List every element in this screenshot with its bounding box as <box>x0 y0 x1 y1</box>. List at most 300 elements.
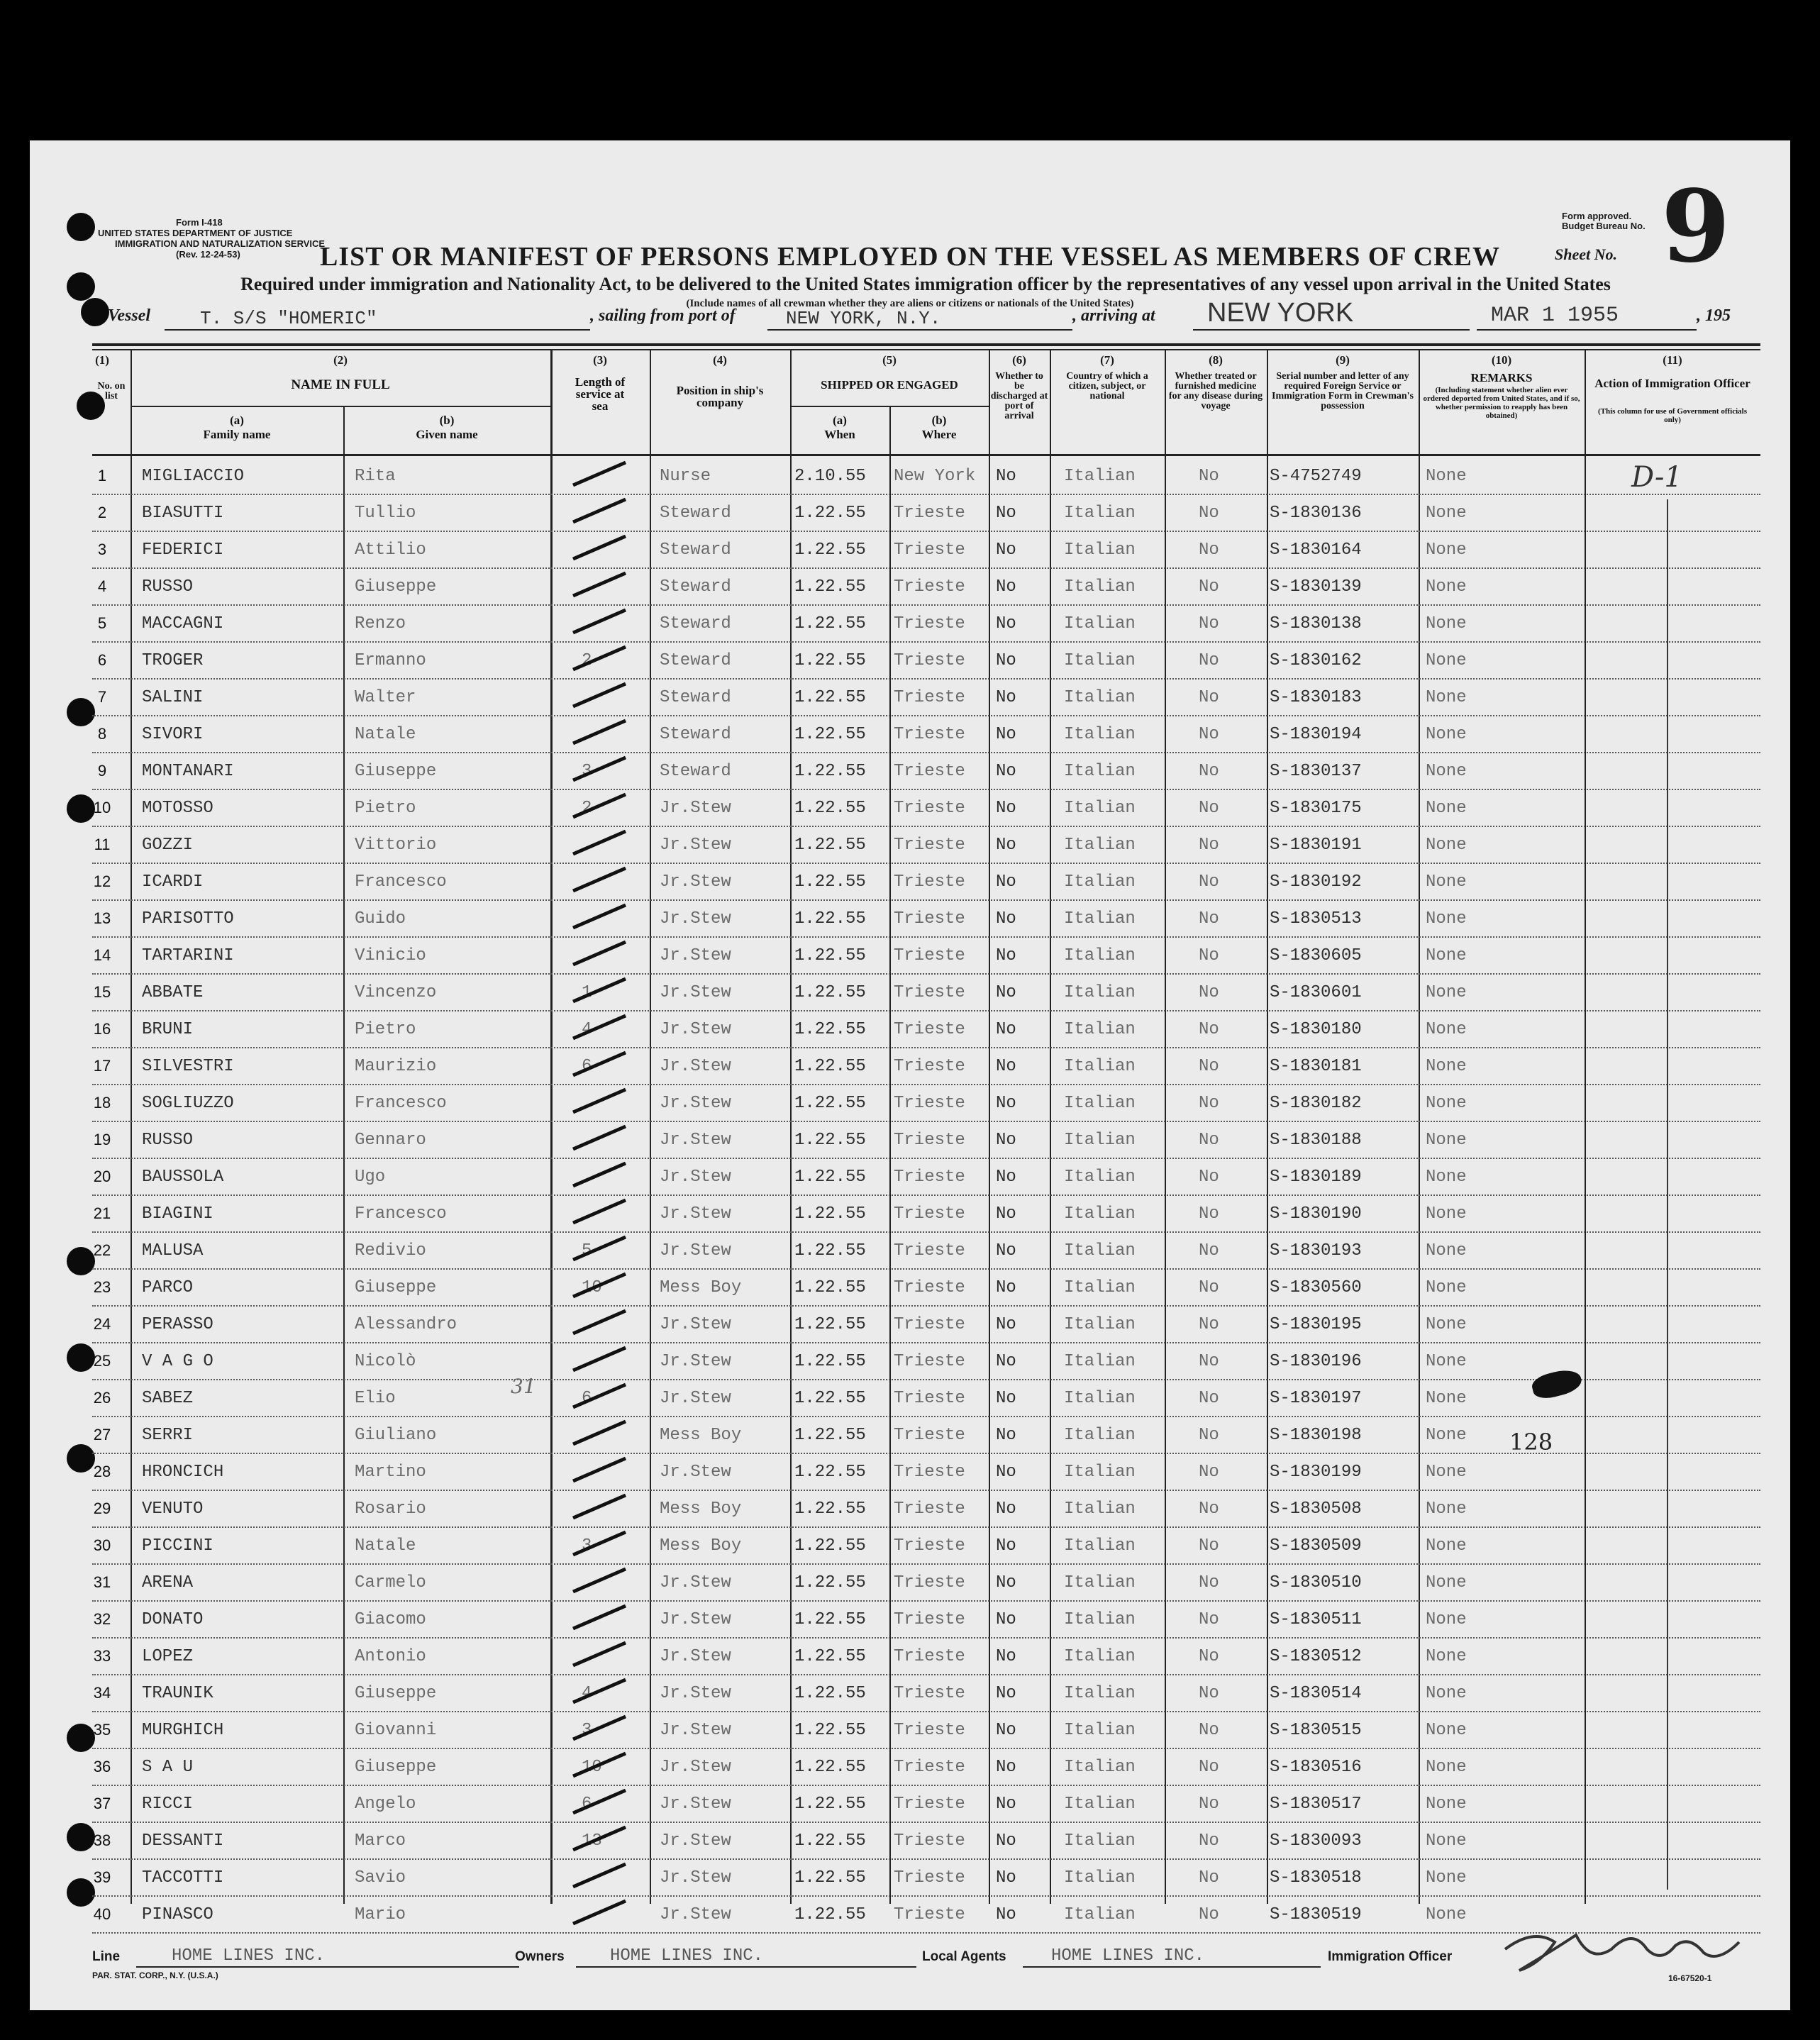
treated: No <box>1199 651 1219 670</box>
family-name: SERRI <box>142 1426 194 1445</box>
arriving-port: NEW YORK <box>1207 298 1354 328</box>
remarks: None <box>1426 1573 1467 1592</box>
header-treated: Whether treated or furnished medicine for any disease during voyage <box>1168 371 1263 411</box>
family-name: MIGLIACCIO <box>142 467 245 486</box>
given-name: Mario <box>355 1905 406 1924</box>
family-name: PICCINI <box>142 1536 213 1556</box>
check-mark-icon <box>567 1526 631 1561</box>
treated: No <box>1199 1795 1219 1814</box>
row-number: 21 <box>93 1204 111 1222</box>
given-name: Alessandro <box>355 1315 457 1334</box>
table-row <box>92 1379 1760 1417</box>
discharged: No <box>996 1094 1016 1113</box>
table-row <box>92 826 1760 864</box>
position: Jr.Stew <box>660 1131 731 1150</box>
table-row <box>92 715 1760 753</box>
shipped-where: Trieste <box>894 614 965 633</box>
remarks: None <box>1426 946 1467 965</box>
remarks: None <box>1426 1610 1467 1629</box>
remarks: None <box>1426 1684 1467 1703</box>
treated: No <box>1199 1426 1219 1445</box>
family-name: HRONCICH <box>142 1463 224 1482</box>
check-mark-icon <box>567 1084 631 1118</box>
shipped-where: Trieste <box>894 799 965 818</box>
treated: No <box>1199 1831 1219 1851</box>
treated: No <box>1199 1647 1219 1666</box>
position: Jr.Stew <box>660 1647 731 1666</box>
position: Steward <box>660 577 731 597</box>
family-name: MURGHICH <box>142 1721 224 1740</box>
discharged: No <box>996 1389 1016 1408</box>
shipped-where: Trieste <box>894 1647 965 1666</box>
discharged: No <box>996 762 1016 781</box>
table-row <box>92 1047 1760 1085</box>
serial-number: S-1830510 <box>1270 1573 1362 1592</box>
serial-number: S-1830511 <box>1270 1610 1362 1629</box>
family-name: BIASUTTI <box>142 504 224 523</box>
discharged: No <box>996 651 1016 670</box>
length-of-service: 3 <box>582 1721 592 1740</box>
check-mark-icon <box>567 826 631 860</box>
given-name: Francesco <box>355 872 447 892</box>
table-row <box>92 1010 1760 1048</box>
col-9-number: (9) <box>1336 353 1350 367</box>
discharged: No <box>996 836 1016 855</box>
length-of-service: 3 <box>582 1536 592 1556</box>
table-row <box>92 789 1760 827</box>
crew-table <box>92 343 1760 1925</box>
family-name: VENUTO <box>142 1499 204 1519</box>
length-of-service: 1 <box>582 983 592 1002</box>
treated: No <box>1199 1204 1219 1224</box>
row-number: 34 <box>93 1684 111 1702</box>
remarks: None <box>1426 504 1467 523</box>
col-5-number: (5) <box>882 353 897 367</box>
row-number: 36 <box>93 1758 111 1775</box>
shipped-where: Trieste <box>894 651 965 670</box>
treated: No <box>1199 799 1219 818</box>
treated: No <box>1199 1721 1219 1740</box>
country: Italian <box>1064 725 1136 744</box>
check-mark-icon <box>567 715 631 749</box>
table-row <box>92 1158 1760 1196</box>
remarks: None <box>1426 1463 1467 1482</box>
remarks: None <box>1426 1168 1467 1187</box>
shipped-where: Trieste <box>894 1868 965 1887</box>
country: Italian <box>1064 688 1136 707</box>
check-mark-icon <box>567 1194 631 1229</box>
shipped-when: 1.22.55 <box>794 1131 866 1150</box>
check-mark-icon <box>567 1047 631 1081</box>
table-row <box>92 752 1760 790</box>
table-row <box>92 1194 1760 1233</box>
treated: No <box>1199 1057 1219 1076</box>
shipped-when: 1.22.55 <box>794 1426 866 1445</box>
shipped-where: Trieste <box>894 1057 965 1076</box>
row-number: 33 <box>93 1647 111 1665</box>
discharged: No <box>996 1426 1016 1445</box>
length-of-service: 6 <box>582 1795 592 1814</box>
discharged: No <box>996 1352 1016 1371</box>
row-number: 5 <box>97 614 107 632</box>
position: Jr.Stew <box>660 1573 731 1592</box>
country: Italian <box>1064 1831 1136 1851</box>
given-name: Vittorio <box>355 836 437 855</box>
check-mark-icon <box>567 1822 631 1856</box>
row-number: 24 <box>93 1315 111 1333</box>
check-mark-icon <box>567 899 631 933</box>
remarks: None <box>1426 1831 1467 1851</box>
treated: No <box>1199 1463 1219 1482</box>
remarks: None <box>1426 1647 1467 1666</box>
serial-number: S-1830137 <box>1270 762 1362 781</box>
position: Steward <box>660 614 731 633</box>
country: Italian <box>1064 1057 1136 1076</box>
shipped-when: 1.22.55 <box>794 541 866 560</box>
table-row <box>92 641 1760 680</box>
check-mark-icon <box>567 457 631 491</box>
shipped-when: 1.22.55 <box>794 1610 866 1629</box>
header-length-of-service: Length of service at sea <box>575 375 626 413</box>
treated: No <box>1199 1131 1219 1150</box>
shipped-where: Trieste <box>894 1352 965 1371</box>
family-name: MOTOSSO <box>142 799 213 818</box>
row-number: 10 <box>93 799 111 816</box>
given-name: Savio <box>355 1868 406 1887</box>
approved-text: Form approved. <box>1562 211 1632 221</box>
length-of-service: 10 <box>582 1278 602 1297</box>
serial-number: S-1830517 <box>1270 1795 1362 1814</box>
given-name: Giuliano <box>355 1426 437 1445</box>
table-row <box>92 1231 1760 1270</box>
include-note: (Include names of all crewman whether they are aliens or citizens or nationals of the United States) <box>686 298 1134 309</box>
position: Mess Boy <box>660 1499 742 1519</box>
serial-number: S-1830199 <box>1270 1463 1362 1482</box>
given-name: Maurizio <box>355 1057 437 1076</box>
shipped-where: Trieste <box>894 1610 965 1629</box>
country: Italian <box>1064 1389 1136 1408</box>
family-name: FEDERICI <box>142 541 224 560</box>
treated: No <box>1199 614 1219 633</box>
given-name: Guido <box>355 909 406 928</box>
shipped-when: 1.22.55 <box>794 799 866 818</box>
remarks: None <box>1426 799 1467 818</box>
row-number: 7 <box>97 688 107 706</box>
shipped-where: Trieste <box>894 1831 965 1851</box>
position: Jr.Stew <box>660 1463 731 1482</box>
remarks: None <box>1426 836 1467 855</box>
shipped-where: Trieste <box>894 1389 965 1408</box>
discharged: No <box>996 504 1016 523</box>
shipped-when: 2.10.55 <box>794 467 866 486</box>
country: Italian <box>1064 1758 1136 1777</box>
shipped-when: 1.22.55 <box>794 1795 866 1814</box>
position: Jr.Stew <box>660 872 731 892</box>
given-name: Vinicio <box>355 946 426 965</box>
given-name: Marco <box>355 1831 406 1851</box>
table-row <box>92 1305 1760 1343</box>
check-mark-icon <box>567 1711 631 1745</box>
discharged: No <box>996 1868 1016 1887</box>
treated: No <box>1199 1352 1219 1371</box>
shipped-where: Trieste <box>894 1204 965 1224</box>
serial-number: S-1830601 <box>1270 983 1362 1002</box>
treated: No <box>1199 946 1219 965</box>
agents-label: Local Agents <box>922 1949 1006 1964</box>
shipped-when: 1.22.55 <box>794 909 866 928</box>
shipped-where: Trieste <box>894 946 965 965</box>
discharged: No <box>996 1278 1016 1297</box>
position: Jr.Stew <box>660 1721 731 1740</box>
margin-note: 31 <box>511 1375 536 1398</box>
position: Jr.Stew <box>660 1241 731 1260</box>
col-6-number: (6) <box>1012 353 1026 367</box>
country: Italian <box>1064 836 1136 855</box>
treated: No <box>1199 836 1219 855</box>
owners-label: Owners <box>515 1949 565 1964</box>
discharged: No <box>996 467 1016 486</box>
remarks: None <box>1426 614 1467 633</box>
check-mark-icon <box>567 1858 631 1892</box>
family-name: GOZZI <box>142 836 194 855</box>
table-row <box>92 604 1760 643</box>
given-name: Martino <box>355 1463 426 1482</box>
family-name: RUSSO <box>142 1131 194 1150</box>
check-mark-icon <box>567 789 631 823</box>
family-name: DESSANTI <box>142 1831 224 1851</box>
position: Jr.Stew <box>660 799 731 818</box>
row-number: 25 <box>93 1352 111 1370</box>
given-name: Elio <box>355 1389 396 1408</box>
shipped-when: 1.22.55 <box>794 504 866 523</box>
family-name: BIAGINI <box>142 1204 213 1224</box>
check-mark-icon <box>567 1121 631 1155</box>
treated: No <box>1199 1610 1219 1629</box>
serial-number: S-1830194 <box>1270 725 1362 744</box>
serial-number: S-1830196 <box>1270 1352 1362 1371</box>
discharged: No <box>996 946 1016 965</box>
shipped-where: Trieste <box>894 688 965 707</box>
family-name: TACCOTTI <box>142 1868 224 1887</box>
remarks: None <box>1426 983 1467 1002</box>
header-where: Where <box>921 428 957 441</box>
serial-number: S-1830514 <box>1270 1684 1362 1703</box>
country: Italian <box>1064 1278 1136 1297</box>
serial-number: S-1830193 <box>1270 1241 1362 1260</box>
remarks: None <box>1426 1131 1467 1150</box>
line-value: HOME LINES INC. <box>172 1946 326 1966</box>
shipped-when: 1.22.55 <box>794 1831 866 1851</box>
length-of-service: 3 <box>582 762 592 781</box>
shipped-where: Trieste <box>894 1131 965 1150</box>
check-mark-icon <box>567 1600 631 1634</box>
country: Italian <box>1064 1241 1136 1260</box>
country: Italian <box>1064 467 1136 486</box>
family-name: S A U <box>142 1758 194 1777</box>
serial-number: S-4752749 <box>1270 467 1362 486</box>
discharged: No <box>996 1168 1016 1187</box>
remarks: None <box>1426 577 1467 597</box>
row-number: 15 <box>93 983 111 1001</box>
shipped-where: Trieste <box>894 983 965 1002</box>
treated: No <box>1199 762 1219 781</box>
header-country: Country of which a citizen, subject, or national <box>1066 371 1148 401</box>
shipped-where: Trieste <box>894 909 965 928</box>
shipped-when: 1.22.55 <box>794 1573 866 1592</box>
position: Steward <box>660 688 731 707</box>
shipped-when: 1.22.55 <box>794 725 866 744</box>
given-name: Giuseppe <box>355 1758 437 1777</box>
given-name: Ermanno <box>355 651 426 670</box>
given-name: Gennaro <box>355 1131 426 1150</box>
discharged: No <box>996 1684 1016 1703</box>
shipped-where: Trieste <box>894 1758 965 1777</box>
shipped-when: 1.22.55 <box>794 1758 866 1777</box>
shipped-where: Trieste <box>894 1315 965 1334</box>
given-name: Francesco <box>355 1094 447 1113</box>
row-number: 6 <box>97 651 107 669</box>
family-name: DONATO <box>142 1610 204 1629</box>
treated: No <box>1199 1868 1219 1887</box>
shipped-when: 1.22.55 <box>794 1868 866 1887</box>
shipped-when: 1.22.55 <box>794 1204 866 1224</box>
serial-number: S-1830192 <box>1270 872 1362 892</box>
given-name: Giuseppe <box>355 762 437 781</box>
header-shipped-or-engaged: SHIPPED OR ENGAGED <box>821 378 958 392</box>
length-of-service: 10 <box>582 1758 602 1777</box>
given-name: Natale <box>355 725 416 744</box>
remarks: None <box>1426 1020 1467 1039</box>
table-row <box>92 1748 1760 1786</box>
remarks: None <box>1426 1868 1467 1887</box>
shipped-when: 1.22.55 <box>794 1315 866 1334</box>
check-mark-icon <box>567 604 631 638</box>
serial-number: S-1830190 <box>1270 1204 1362 1224</box>
remarks: None <box>1426 1795 1467 1814</box>
family-name: TROGER <box>142 651 204 670</box>
officer-signature <box>1491 1921 1760 1978</box>
remarks: None <box>1426 1758 1467 1777</box>
check-mark-icon <box>567 1010 631 1044</box>
length-of-service: 2 <box>582 651 592 670</box>
given-name: Attilio <box>355 541 426 560</box>
remarks: None <box>1426 1389 1467 1408</box>
position: Jr.Stew <box>660 836 731 855</box>
country: Italian <box>1064 1020 1136 1039</box>
given-name: Nicolò <box>355 1352 416 1371</box>
treated: No <box>1199 872 1219 892</box>
family-name: MALUSA <box>142 1241 204 1260</box>
position: Jr.Stew <box>660 1389 731 1408</box>
country: Italian <box>1064 1094 1136 1113</box>
shipped-where: Trieste <box>894 1463 965 1482</box>
table-row <box>92 1674 1760 1712</box>
country: Italian <box>1064 1868 1136 1887</box>
position: Jr.Stew <box>660 946 731 965</box>
discharged: No <box>996 1573 1016 1592</box>
row-number: 1 <box>97 467 107 484</box>
discharged: No <box>996 909 1016 928</box>
shipped-where: Trieste <box>894 1241 965 1260</box>
country: Italian <box>1064 872 1136 892</box>
serial-number: S-1830513 <box>1270 909 1362 928</box>
position: Jr.Stew <box>660 1795 731 1814</box>
shipped-where: Trieste <box>894 1020 965 1039</box>
shipped-when: 1.22.55 <box>794 1499 866 1519</box>
shipped-when: 1.22.55 <box>794 1020 866 1039</box>
col-4-number: (4) <box>713 353 727 367</box>
position: Jr.Stew <box>660 909 731 928</box>
remarks: None <box>1426 1426 1467 1445</box>
header-2b-letter: (b) <box>439 414 455 427</box>
table-row <box>92 567 1760 606</box>
header-discharged: Whether to be discharged at port of arrival <box>990 371 1048 421</box>
vessel-name: T. S/S "HOMERIC" <box>200 308 377 329</box>
given-name: Natale <box>355 1536 416 1556</box>
header-remarks-note: (Including statement whether alien ever ordered deported from United States, and if so, whether permission to reapply has been obtained) <box>1423 386 1580 420</box>
given-name: Ugo <box>355 1168 386 1187</box>
serial-number: S-1830512 <box>1270 1647 1362 1666</box>
table-row <box>92 531 1760 569</box>
header-remarks: REMARKS <box>1470 371 1533 384</box>
shipped-when: 1.22.55 <box>794 1241 866 1260</box>
discharged: No <box>996 983 1016 1002</box>
family-name: RICCI <box>142 1795 194 1814</box>
country: Italian <box>1064 1315 1136 1334</box>
row-number: 3 <box>97 541 107 558</box>
family-name: MONTANARI <box>142 762 234 781</box>
department: UNITED STATES DEPARTMENT OF JUSTICE <box>98 228 293 238</box>
country: Italian <box>1064 799 1136 818</box>
check-mark-icon <box>567 1342 631 1376</box>
shipped-when: 1.22.55 <box>794 946 866 965</box>
check-mark-icon <box>567 1305 631 1339</box>
check-mark-icon <box>567 531 631 565</box>
remarks: None <box>1426 909 1467 928</box>
remarks: None <box>1426 688 1467 707</box>
serial-number: S-1830519 <box>1270 1905 1362 1924</box>
treated: No <box>1199 1536 1219 1556</box>
remarks: None <box>1426 1241 1467 1260</box>
given-name: Giacomo <box>355 1610 426 1629</box>
row-number: 17 <box>93 1057 111 1075</box>
row-number: 40 <box>93 1905 111 1923</box>
check-mark-icon <box>567 936 631 970</box>
shipped-when: 1.22.55 <box>794 688 866 707</box>
country: Italian <box>1064 577 1136 597</box>
family-name: SABEZ <box>142 1389 194 1408</box>
given-name: Pietro <box>355 799 416 818</box>
row-number: 39 <box>93 1868 111 1886</box>
owners-value: HOME LINES INC. <box>610 1946 764 1966</box>
check-mark-icon <box>567 1490 631 1524</box>
position: Mess Boy <box>660 1536 742 1556</box>
position: Steward <box>660 504 731 523</box>
sheet-label: Sheet No. <box>1555 245 1617 263</box>
row-number: 37 <box>93 1795 111 1812</box>
position: Jr.Stew <box>660 1352 731 1371</box>
header-5a-letter: (a) <box>833 414 847 427</box>
position: Jr.Stew <box>660 1204 731 1224</box>
shipped-where: Trieste <box>894 1536 965 1556</box>
length-of-service: 6 <box>582 1389 592 1408</box>
length-of-service: 5 <box>582 1241 592 1260</box>
col-3-number: (3) <box>593 353 607 367</box>
shipped-when: 1.22.55 <box>794 1647 866 1666</box>
row-number: 14 <box>93 946 111 964</box>
revision: (Rev. 12-24-53) <box>176 249 240 260</box>
col-2-number: (2) <box>333 353 348 367</box>
